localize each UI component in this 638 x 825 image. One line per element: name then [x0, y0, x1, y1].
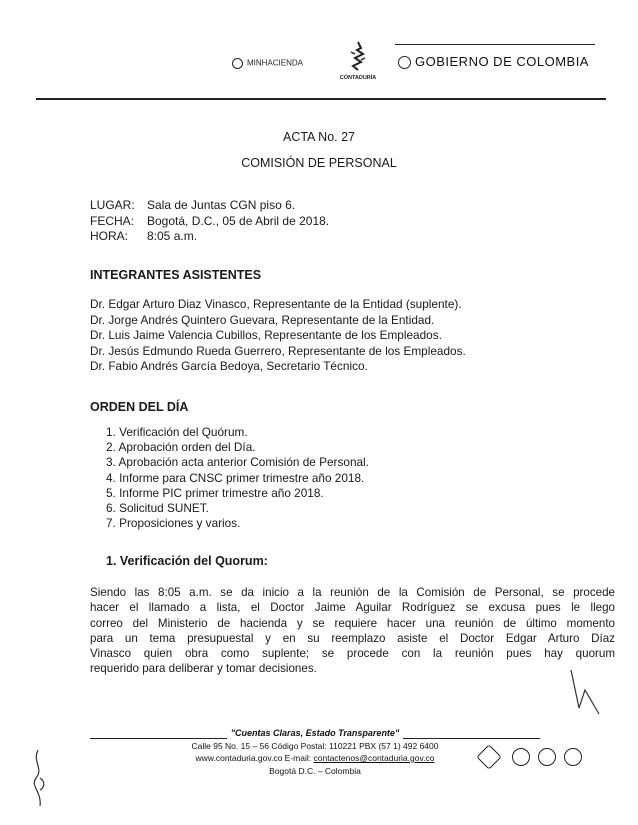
paragraph-line: para un tema presupuestal y en su reemplazo asiste el Doctor Edgar Arturo Díaz	[90, 631, 615, 645]
footer-address: Calle 95 No. 15 – 56 Código Postal: 110221 PBX (57 1) 492 6400	[191, 740, 439, 751]
certification-icon	[538, 748, 556, 766]
list-item: 7. Proposiciones y varios.	[106, 516, 241, 531]
agenda-list	[106, 425, 369, 531]
footer	[180, 727, 450, 777]
certification-icon	[512, 748, 530, 766]
list-item: 3. Aprobación acta anterior Comisión de Personal.	[106, 455, 369, 470]
page-title: ACTA No. 27	[282, 130, 356, 144]
signature-mark	[565, 668, 605, 716]
meta-value: 8:05 a.m.	[147, 229, 198, 243]
attendees-list	[90, 297, 466, 375]
emblem-icon	[398, 56, 411, 69]
page-subtitle: COMISIÓN DE PERSONAL	[241, 156, 397, 170]
section-paragraph	[90, 585, 615, 677]
certification-icon	[564, 748, 582, 766]
list-item: 1. Verificación del Quórum.	[106, 425, 248, 439]
list-item: Dr. Jorge Andrés Quintero Guevara, Representante de la Entidad.	[90, 312, 435, 327]
list-item: 4. Informe para CNSC primer trimestre año 2018.	[106, 470, 365, 485]
contaduria-logo: CONTADURÍA	[338, 40, 378, 81]
paragraph-line: correo del Ministerio de hacienda y se requiere hacer una reunión de último momento	[90, 616, 615, 630]
contaduria-emblem-icon	[345, 40, 371, 72]
header-top-rule	[395, 44, 595, 45]
list-item: 6. Solicitud SUNET.	[106, 501, 209, 516]
footer-contact: www.contaduria.gov.co E-mail: contactenos@contaduria.gov.co	[195, 753, 435, 763]
footer-slogan: "Cuentas Claras, Estado Transparente"	[227, 727, 403, 740]
list-item: Dr. Edgar Arturo Diaz Vinasco, Representante de la Entidad (suplente).	[90, 297, 462, 311]
meta-row	[90, 198, 329, 214]
footer-city: Bogotá D.C. – Colombia	[269, 765, 361, 776]
meta-block	[90, 198, 329, 245]
meta-row	[90, 229, 329, 245]
section-heading: 1. Verificación del Quorum:	[106, 554, 268, 568]
meta-row	[90, 214, 329, 230]
agenda-heading: ORDEN DEL DÍA	[90, 400, 189, 414]
paragraph-line: hacer el llamado a lista, el Doctor Jaime Aguilar Rodríguez se excusa pues le llego	[90, 601, 615, 615]
paragraph-line: Vinasco quien obra como suplente; se procede con la reunión pues hay quorum	[90, 647, 615, 661]
shield-icon	[232, 58, 243, 69]
margin-signature	[28, 748, 50, 808]
meta-value: Sala de Juntas CGN piso 6.	[147, 198, 296, 212]
meta-label: LUGAR:	[90, 198, 135, 212]
list-item: Dr. Fabio Andrés García Bedoya, Secretario Técnico.	[90, 359, 368, 373]
email-link[interactable]: contactenos@contaduria.gov.co	[313, 753, 435, 763]
meta-label: FECHA:	[90, 213, 135, 228]
meta-value: Bogotá, D.C., 05 de Abril de 2018.	[147, 213, 330, 228]
list-item: Dr. Luis Jaime Valencia Cubillos, Representante de los Empleados.	[90, 328, 442, 342]
attendees-heading: INTEGRANTES ASISTENTES	[90, 268, 262, 282]
minhacienda-logo: MINHACIENDA	[232, 58, 303, 69]
meta-label: HORA:	[90, 229, 129, 243]
certification-icon	[476, 744, 501, 769]
list-item: 2. Aprobación orden del Día.	[106, 440, 256, 455]
header-rule	[36, 98, 606, 100]
paragraph-line: requerido para deliberar y tomar decisiones.	[90, 662, 317, 676]
list-item: 5. Informe PIC primer trimestre año 2018.	[106, 485, 324, 500]
list-item: Dr. Jesús Edmundo Rueda Guerrero, Representante de los Empleados.	[90, 343, 466, 358]
paragraph-line: Siendo las 8:05 a.m. se da inicio a la reunión de la Comisión de Personal, se procede	[90, 586, 615, 599]
gobierno-logo: GOBIERNO DE COLOMBIA	[398, 54, 589, 69]
